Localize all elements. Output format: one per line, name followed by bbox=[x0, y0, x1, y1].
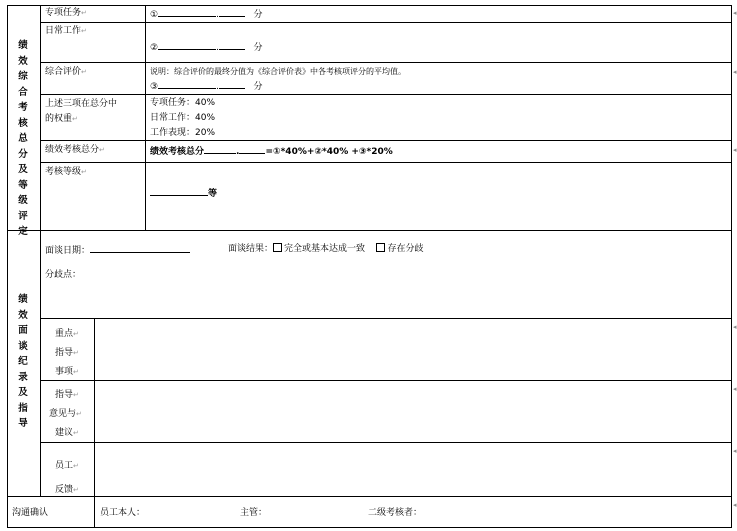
agree-checkbox[interactable] bbox=[273, 243, 282, 252]
disagree-checkbox[interactable] bbox=[376, 243, 385, 252]
task-label: 专项任务↵ bbox=[45, 8, 87, 18]
supervisor-signature[interactable]: 主管： bbox=[240, 508, 268, 518]
key-points-label: 重点↵ 指导↵ 事项↵ bbox=[55, 329, 79, 377]
weight-label: 上述三项在总分中 的权重↵ bbox=[45, 99, 118, 124]
daily-label: 日常工作↵ bbox=[45, 26, 87, 36]
row-marker-icon: ◂ bbox=[733, 323, 737, 331]
guidance-label: 指导↵ 意见与↵ 建议↵ bbox=[49, 390, 82, 438]
footer-label: 沟通确认 bbox=[12, 508, 49, 518]
employee-signature[interactable]: 员工本人： bbox=[100, 508, 146, 518]
disagreement-label: 分歧点： bbox=[45, 270, 82, 280]
comp-score[interactable]: ③ . 分 bbox=[150, 79, 263, 93]
row-marker-icon: ◂ bbox=[733, 501, 737, 509]
row-marker-icon: ◂ bbox=[733, 68, 737, 76]
weight-task: 专项任务：40% bbox=[150, 98, 216, 108]
total-formula[interactable]: 绩效考核总分 . =①*40%+②*40% +③*20% bbox=[150, 144, 393, 158]
comp-note: 说明：综合评价的最终分值为《综合评价表》中各考核项评分的平均值。 bbox=[150, 67, 406, 76]
row-marker-icon: ◂ bbox=[733, 9, 737, 17]
interview-date[interactable]: 面谈日期： bbox=[45, 243, 190, 257]
weight-performance: 工作表现：20% bbox=[150, 128, 216, 138]
feedback-label: 员工↵ 反馈↵ bbox=[55, 461, 79, 495]
section2-label: 绩效面谈纪录及指导 bbox=[18, 294, 28, 429]
weight-daily: 日常工作：40% bbox=[150, 113, 216, 123]
row-marker-icon: ◂ bbox=[733, 385, 737, 393]
second-reviewer-signature[interactable]: 二级考核者： bbox=[368, 508, 423, 518]
row-marker-icon: ◂ bbox=[733, 146, 737, 154]
grade-label: 考核等级↵ bbox=[45, 167, 87, 177]
interview-result: 面谈结果： 完全或基本达成一致 存在分歧 bbox=[228, 244, 424, 254]
daily-score[interactable]: ② . 分 bbox=[150, 40, 263, 54]
section1-label: 绩效综合考核总分及等级评定 bbox=[18, 40, 28, 237]
comp-label: 综合评价↵ bbox=[45, 67, 87, 77]
total-label: 绩效考核总分↵ bbox=[45, 145, 105, 155]
task-score[interactable]: ① . 分 bbox=[150, 7, 263, 21]
row-marker-icon: ◂ bbox=[733, 447, 737, 455]
grade-value[interactable]: 等 bbox=[150, 186, 217, 200]
weight-list bbox=[150, 96, 215, 141]
